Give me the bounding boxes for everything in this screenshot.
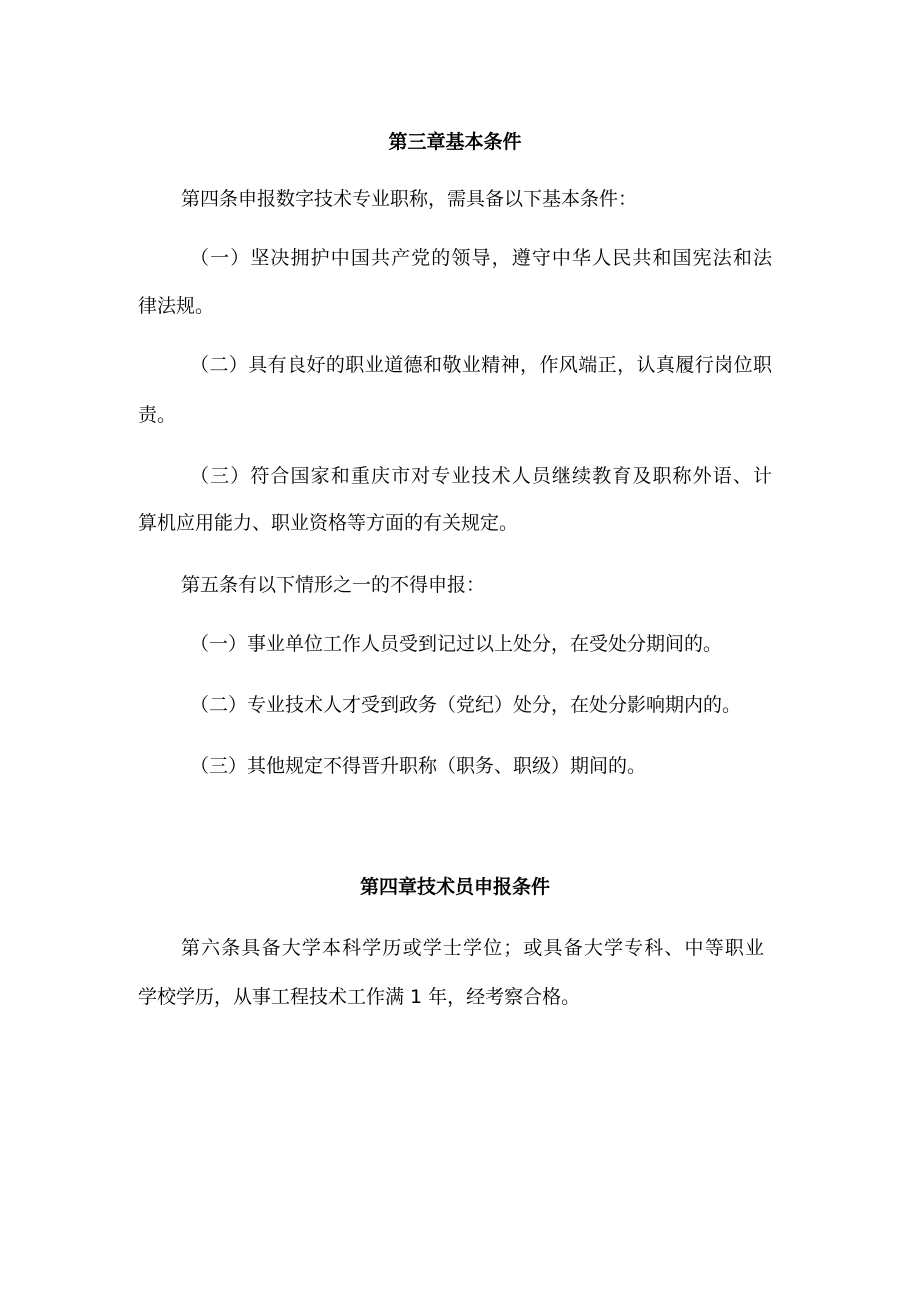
article-4-item-2-line-1: （二）具有良好的职业道德和敬业精神，作风端正，认真履行岗位职 (190, 354, 772, 376)
article-4-item-1-line-2: 律法规。 (138, 295, 215, 317)
article-4-item-3-line-2: 算机应用能力、职业资格等方面的有关规定。 (138, 512, 519, 534)
article-6-line-1: 第六条具备大学本科学历或学士学位；或具备大学专科、中等职业 (181, 937, 764, 959)
article-5-intro: 第五条有以下情形之一的不得申报： (181, 574, 486, 596)
article-5-item-1: （一）事业单位工作人员受到记过以上处分，在受处分期间的。 (190, 633, 723, 655)
chapter-3-title: 第三章基本条件 (388, 131, 522, 153)
article-4-intro: 第四条申报数字技术专业职称，需具备以下基本条件： (181, 188, 638, 210)
article-6-line-2: 学校学历，从事工程技术工作满 1 年，经考察合格。 (138, 986, 581, 1008)
article-4-item-1-line-1: （一）坚决拥护中国共产党的领导，遵守中华人民共和国宪法和法 (190, 247, 772, 269)
article-4-item-2-line-2: 责。 (138, 404, 177, 426)
article-5-item-3: （三）其他规定不得晋升职称（职务、职级）期间的。 (190, 755, 647, 777)
article-5-item-2: （二）专业技术人才受到政务（党纪）处分，在处分影响期内的。 (190, 694, 742, 716)
chapter-4-title: 第四章技术员申报条件 (359, 876, 550, 898)
article-4-item-3-line-1: （三）符合国家和重庆市对专业技术人员继续教育及职称外语、计 (190, 465, 772, 487)
